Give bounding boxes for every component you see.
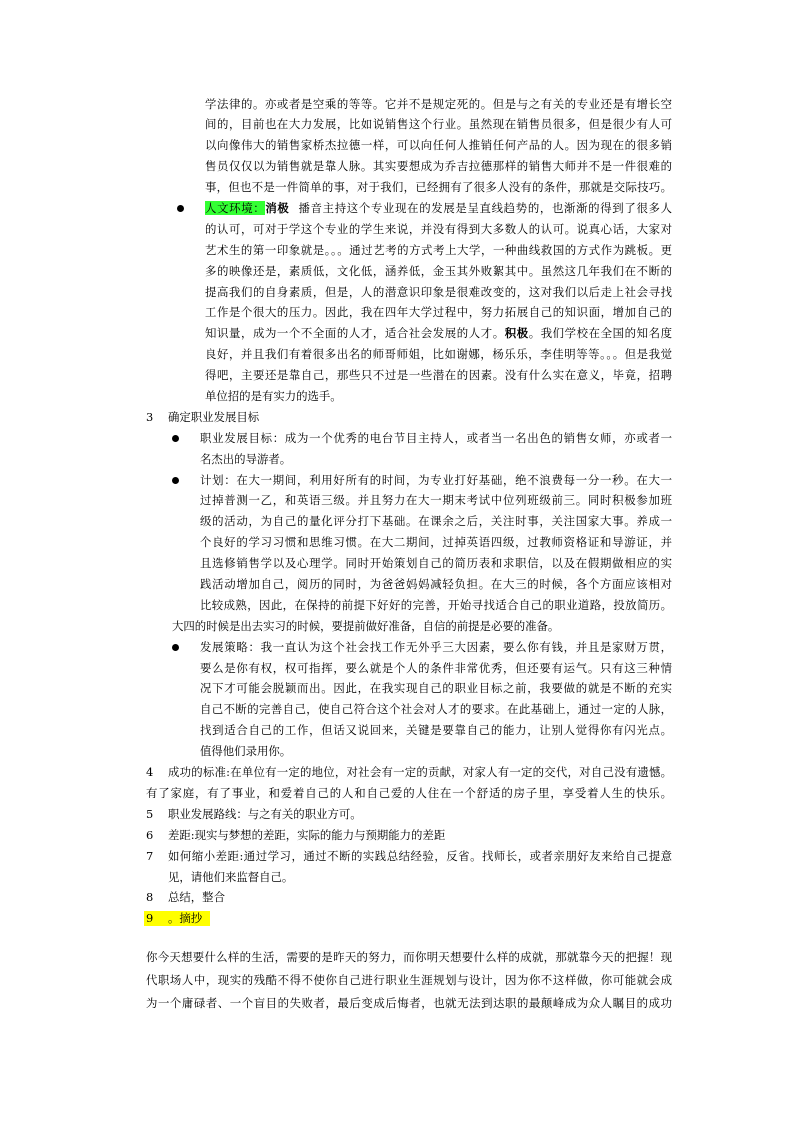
environment-line: 单位招的是有实力的选手。 [205,389,342,404]
plan-text: 计划：在大一期间，利用好所有的时间，为专业打好基础，绝不浪费每一分一秒。在大一 [200,472,672,487]
goal-line: 名杰出的导游者。 [200,451,292,466]
plan-line: 过掉普测一乙，和英语三级。并且努力在大一期末考试中位列班级前三。同时积极参加班 [200,493,672,508]
strategy-line: 况下才可能会脱颖而出。因此，在我实现自己的职业目标之前，我要做的就是不断的充实 [200,681,672,696]
plan-line: 个良好的学习习惯和思维习惯。在大二期间，过掉英语四级，过教师资格证和导游证，并 [200,535,672,550]
item-text: 职业发展路线：与之有关的职业方可。 [168,806,362,821]
intro-line: 以向像伟大的销售家桥杰拉德一样，可以向任何人推销任何产品的人。因为现在的很多销 [205,138,672,153]
environment-text: 。我们学校在全国的知名度 [528,326,672,341]
item-number: 6 [146,827,154,842]
bullet-icon [172,435,179,442]
item-text: 成功的标准:在单位有一定的地位，对社会有一定的贡献，对家人有一定的交代，对自己没有遗憾。 [168,765,672,780]
goal-text: 职业发展目标：成为一个优秀的电台节目主持人，或者当一名出色的销售女师，亦或者一 [200,430,672,445]
numbered-item [146,887,672,908]
negative-label: 消极 [265,201,290,215]
strategy-line: 值得他们录用你。 [200,744,292,759]
numbered-item [146,804,672,825]
plan-tail-line: 大四的时候是出去实习的时候，要提前做好准备，自信的前提是必要的准备。 [172,618,560,633]
closing-line: 代职场人中，现实的残酷不得不使你自己进行职业生涯规划与设计，因为你不这样做，你可能就会成 [146,972,672,987]
item-number: 9 [146,911,154,926]
item-text: 如何缩小差距:通过学习，通过不断的实践总结经验，反省。找师长，或者亲朋好友来给自己提意 [168,848,672,863]
item-continuation: 见，请他们来监督自己。 [168,869,294,884]
environment-line [205,323,672,344]
numbered-item [146,846,672,867]
item-number: 7 [146,848,154,863]
closing-line: 为一个庸碌者、一个盲目的失败者，最后变成后悔者，也就无法到达职的最颠峰成为众人瞩目的成功 [146,995,672,1010]
goal-bullet-line [200,428,672,449]
bullet-icon [172,477,179,484]
item-number: 4 [146,765,154,780]
environment-label: 人文环境： [205,201,266,215]
plan-line: 践活动增加自己，阅历的同时，为爸爸妈妈减轻负担。在大三的时候，各个方面应该相对 [200,577,672,592]
section-title: 确定职业发展目标 [168,409,260,424]
positive-label: 积极 [504,326,529,341]
item-text: 。摘抄 [168,911,203,926]
strategy-bullet-line [200,637,672,658]
plan-line: 级的活动，为自己的量化评分打下基础。在课余之后，关注时事，关注国家大事。养成一 [200,514,672,529]
environment-line: 的认可，可对于学这个专业的学生来说，并没有得到大多数人的认可。说真心话，大家对 [205,221,672,236]
plan-line: 比较成熟，因此，在保持的前提下好好的完善，开始寻找适合自己的职业道路，投放简历。 [200,597,672,612]
intro-line: 事，但也不是一件简单的事，对于我们，已经拥有了很多人没有的条件，那就是交际技巧。 [205,180,672,195]
intro-line: 售员仅仅以为销售就是靠人脉。其实要想成为乔吉拉德那样的销售大师并不是一件很难的 [205,159,672,174]
strategy-line: 找到适合自己的工作，但话又说回来，关键是要靠自己的能力，让别人觉得你有闪光点。 [200,723,672,738]
strategy-text: 发展策略：我一直认为这个社会找工作无外乎三大因素，要么你有钱，并且是家财万贯， [200,639,672,654]
document-body [0,94,793,930]
strategy-line: 自己不断的完善自己，使自己符合这个社会对人才的要求。在此基础上，通过一定的人脉， [200,702,672,717]
environment-line: 良好，并且我们有着很多出名的师哥师姐，比如谢娜，杨乐乐，李佳明等等。。。但是我觉 [205,347,672,362]
closing-line: 你今天想要什么样的生活，需要的是昨天的努力，而你明天想要什么样的成就，那就靠今天的把握！现 [146,949,672,964]
bullet-icon [177,205,184,212]
environment-text: 知识量，成为一个不全面的人才，适合社会发展的人才。 [205,326,505,341]
environment-line: 艺术生的第一印象就是。。。通过艺考的方式考上大学，一种曲线救国的方式作为跳板。更 [205,242,672,257]
environment-line: 得吧，主要还是靠自己，那些只不过是一些潜在的因素。没有什么实在意义，毕竟，招聘 [205,368,672,383]
item-number: 8 [146,890,154,905]
item-text: 总结，整合 [168,890,225,905]
section-heading [146,407,672,428]
numbered-item-highlighted [146,908,672,929]
strategy-line: 要么是你有权，权可指挥，要么就是个人的条件非常优秀，但还要有运气。只有这三种情 [200,660,672,675]
environment-bullet-line [205,198,672,219]
closing-paragraph [0,946,793,1015]
item-text: 差距:现实与梦想的差距，实际的能力与预期能力的差距 [168,827,446,842]
environment-line: 工作是个很大的压力。因此，我在四年大学过程中，努力拓展自己的知识面，增加自己的 [205,305,672,320]
environment-line: 提高我们的自身素质，但是，人的潜意识印象是很难改变的，这对我们以后走上社会寻找 [205,284,672,299]
section-number: 3 [146,409,154,424]
environment-text: 播音主持这个专业现在的发展是呈直线趋势的，也渐渐的得到了很多人 [298,201,672,215]
environment-line: 多的映像还是，素质低，文化低，涵养低，金玉其外败絮其中。虽然这几年我们在不断的 [205,263,672,278]
item-continuation: 有了家庭，有了事业，和爱着自己的人和自己爱的人住在一个舒适的房子里，享受着人生的快乐。 [146,785,672,800]
numbered-item [146,762,672,783]
numbered-item [146,825,672,846]
intro-line: 学法律的。亦或者是空乘的等等。它并不是规定死的。但是与之有关的专业还是有增长空 [205,96,672,111]
intro-line: 间的，目前也在大力发展，比如说销售这个行业。虽然现在销售员很多，但是很少有人可 [205,117,672,132]
item-number: 5 [146,806,154,821]
bullet-icon [172,644,179,651]
plan-line: 且选修销售学以及心理学。同时开始策划自己的简历表和求职信，以及在假期做相应的实 [200,556,672,571]
plan-bullet-line [200,470,672,491]
